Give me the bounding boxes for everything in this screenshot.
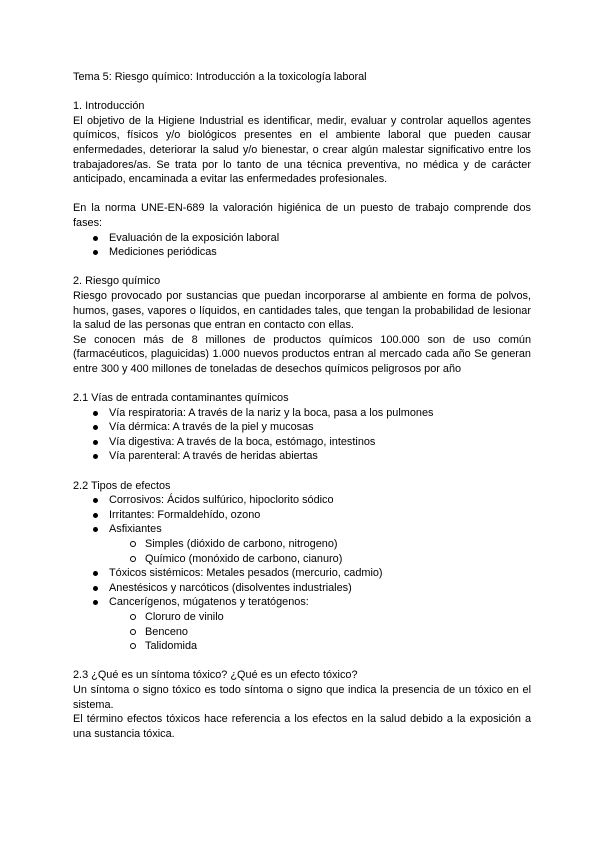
section-heading-introduccion: 1. Introducción <box>73 100 145 113</box>
bullet-icon <box>93 440 98 445</box>
list-item-text: Evaluación de la exposición laboral <box>109 231 280 244</box>
section-heading-sintoma-toxico: 2.3 ¿Qué es un síntoma tóxico? ¿Qué es un efecto tóxico? <box>73 669 358 682</box>
sublist-item <box>73 639 531 654</box>
list-item <box>73 508 531 523</box>
spacer <box>73 464 531 479</box>
spacer <box>73 187 531 202</box>
bullet-icon <box>93 600 98 605</box>
list-item-text: Asfixiantes <box>109 523 162 536</box>
spacer <box>73 376 531 391</box>
efectos-toxicos-paragraph: El término efectos tóxicos hace referencia a los efectos en la salud debido a la exposición a una sustancia tóxica. <box>73 713 531 740</box>
list-item <box>73 522 531 537</box>
bullet-icon <box>93 236 98 241</box>
bullet-icon <box>93 571 98 576</box>
hollow-bullet-icon <box>130 614 136 620</box>
list-item <box>73 449 531 464</box>
sublist-item <box>73 610 531 625</box>
cancerigenos-sublist <box>73 610 531 654</box>
intro-paragraph: El objetivo de la Higiene Industrial es identificar, medir, evaluar y controlar aquellos agentes químicos, físicos y/o biológicos presentes en el ambiente laboral que pueden causar enfermedades, deteriorar la salud y/o bienestar, o crear algún malestar significativo entre los trabajadores/as. Se trata por lo tanto de una técnica preventiva, no médica y de carácter anticipado, encaminada a evitar las enfermedades profesionales. <box>73 114 531 186</box>
section-heading-riesgo-quimico: 2. Riesgo químico <box>73 275 161 288</box>
list-item <box>73 493 531 508</box>
list-item <box>73 595 531 610</box>
list-item <box>73 435 531 450</box>
hollow-bullet-icon <box>130 541 136 547</box>
vias-list <box>73 406 531 464</box>
fases-list <box>73 231 531 260</box>
sublist-item-text: Cloruro de vinilo <box>145 610 224 623</box>
list-item <box>73 581 531 596</box>
list-item-text: Vía respiratoria: A través de la nariz y la boca, pasa a los pulmones <box>109 406 434 419</box>
bullet-icon <box>93 513 98 518</box>
sublist-item-text: Simples (dióxido de carbono, nitrogeno) <box>145 538 338 550</box>
list-item-text: Vía dérmica: A través de la piel y mucosas <box>109 421 314 434</box>
list-item-text: Cancerígenos, múgatenos y teratógenos: <box>109 596 309 609</box>
bullet-icon <box>93 411 98 416</box>
bullet-icon <box>93 586 98 591</box>
list-item <box>73 420 531 435</box>
bullet-icon <box>93 425 98 430</box>
productos-paragraph: Se conocen más de 8 millones de productos químicos 100.000 son de uso común (farmacéuticos, plaguicidas) 1.000 nuevos productos entran al mercado cada año Se generan entre 300 y 400 millones de toneladas de desechos químicos peligrosos por año <box>73 333 531 375</box>
list-item-text: Anestésicos y narcóticos (disolventes industriales) <box>109 581 352 594</box>
list-item-text: Tóxicos sistémicos: Metales pesados (mercurio, cadmio) <box>109 567 383 580</box>
bullet-icon <box>93 527 98 532</box>
section-heading-vias-entrada: 2.1 Vías de entrada contaminantes químicos <box>73 392 289 405</box>
document-body <box>73 70 531 741</box>
sublist-item-text: Benceno <box>145 625 188 638</box>
sublist-item <box>73 625 531 640</box>
bullet-icon <box>93 498 98 503</box>
efectos-list-continued <box>73 566 531 610</box>
sublist-item <box>73 537 531 552</box>
list-item <box>73 231 531 246</box>
spacer <box>73 260 531 275</box>
spacer <box>73 654 531 669</box>
spacer <box>73 85 531 100</box>
section-heading-tipos-efectos: 2.2 Tipos de efectos <box>73 479 171 492</box>
bullet-icon <box>93 454 98 459</box>
list-item-text: Mediciones periódicas <box>109 246 217 259</box>
list-item <box>73 566 531 581</box>
list-item-text: Corrosivos: Ácidos sulfúrico, hipoclorito sódico <box>109 494 334 507</box>
sintoma-paragraph: Un síntoma o signo tóxico es todo síntoma o signo que indica la presencia de un tóxico en el sistema. <box>73 683 531 711</box>
sublist-item-text: Talidomida <box>145 640 198 653</box>
list-item-text: Vía digestiva: A través de la boca, estómago, intestinos <box>109 435 376 448</box>
document-title: Tema 5: Riesgo químico: Introducción a la toxicología laboral <box>73 71 367 83</box>
hollow-bullet-icon <box>130 556 136 562</box>
sublist-item-text: Químico (monóxido de carbono, cianuro) <box>145 552 343 565</box>
list-item <box>73 406 531 421</box>
hollow-bullet-icon <box>130 643 136 649</box>
norma-paragraph: En la norma UNE-EN-689 la valoración higiénica de un puesto de trabajo comprende dos fases: <box>73 202 531 229</box>
list-item-text: Irritantes: Formaldehído, ozono <box>109 508 261 521</box>
riesgo-paragraph: Riesgo provocado por sustancias que puedan incorporarse al ambiente en forma de polvos, humos, gases, vapores o líquidos, en cantidades tales, que tengan la probabilidad de lesionar la salud de las personas que entran en contacto con ellas. <box>73 289 531 332</box>
sublist-item <box>73 552 531 567</box>
asfixiantes-sublist <box>73 537 531 566</box>
list-item <box>73 245 531 260</box>
hollow-bullet-icon <box>130 629 136 635</box>
bullet-icon <box>93 250 98 255</box>
efectos-list <box>73 493 531 537</box>
list-item-text: Vía parenteral: A través de heridas abiertas <box>109 450 318 463</box>
